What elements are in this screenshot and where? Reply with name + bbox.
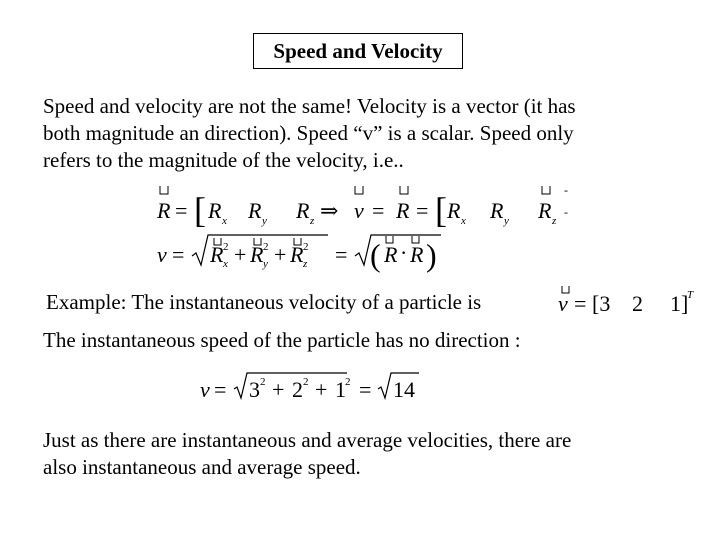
svg-text:x: x: [223, 258, 228, 270]
svg-text:v: v: [354, 198, 364, 223]
slide-title: Speed and Velocity: [253, 33, 463, 69]
velocity-vector-expression: [552, 284, 702, 320]
svg-text:z: z: [552, 215, 557, 227]
svg-text:[: [: [435, 190, 447, 230]
svg-text:T: T: [687, 289, 694, 301]
closing-paragraph: [43, 427, 693, 481]
svg-text:R: R: [447, 198, 461, 223]
closing-line-2: also instantaneous and average speed.: [43, 455, 361, 479]
svg-text:=: =: [372, 198, 385, 223]
svg-text:2: 2: [260, 376, 266, 388]
svg-text:): ): [426, 237, 437, 273]
svg-text:=: =: [359, 377, 372, 402]
svg-text:y: y: [263, 258, 268, 270]
svg-text:R: R: [538, 198, 552, 223]
svg-text:1: 1: [335, 377, 346, 402]
svg-text:[: [: [194, 190, 206, 230]
speed-no-direction-line: The instantaneous speed of the particle has no direction :: [43, 328, 521, 352]
svg-text:2: 2: [303, 241, 309, 253]
svg-text:=: =: [175, 198, 188, 223]
svg-text:z: z: [310, 215, 315, 227]
svg-text:R: R: [290, 242, 304, 267]
svg-text:2: 2: [292, 377, 303, 402]
magnitude-equation: [150, 230, 450, 276]
svg-text:2: 2: [345, 376, 351, 388]
svg-text:R: R: [248, 198, 262, 223]
intro-line-3: refers to the magnitude of the velocity, i.e..: [43, 148, 404, 172]
svg-text:+: +: [272, 377, 285, 402]
svg-text:2: 2: [223, 241, 229, 253]
speed-calculation-equation: [196, 368, 436, 408]
svg-text:R: R: [157, 198, 171, 223]
svg-text:=: =: [416, 198, 429, 223]
svg-text:-: -: [564, 183, 568, 197]
svg-text:R: R: [490, 198, 504, 223]
svg-text:R: R: [296, 198, 310, 223]
svg-text:=: =: [172, 242, 185, 267]
vector-definition-equation: [150, 180, 580, 232]
svg-text:(: (: [370, 237, 381, 273]
svg-text:=: =: [574, 291, 587, 316]
svg-text:v: v: [558, 291, 568, 316]
svg-text:x: x: [222, 215, 227, 227]
example-line: Example: The instantaneous velocity of a particle is: [46, 290, 482, 314]
svg-text:3: 3: [249, 377, 260, 402]
svg-text:⇒: ⇒: [320, 198, 339, 223]
svg-text:+: +: [274, 242, 287, 267]
svg-text:R: R: [210, 242, 224, 267]
svg-text:y: y: [262, 215, 267, 227]
svg-text:R: R: [208, 198, 222, 223]
svg-text:z: z: [303, 258, 308, 270]
svg-text:-: -: [564, 205, 568, 219]
svg-text:1]: 1]: [670, 291, 689, 316]
closing-line-1: Just as there are instantaneous and average velocities, there are: [43, 428, 572, 452]
svg-text:v: v: [200, 377, 210, 402]
svg-text:x: x: [461, 215, 466, 227]
svg-text:[3: [3: [592, 291, 611, 316]
intro-line-2: both magnitude an direction). Speed “v” is a scalar. Speed only: [43, 121, 574, 145]
svg-text:=: =: [335, 242, 348, 267]
svg-text:2: 2: [263, 241, 269, 253]
svg-text:v: v: [157, 242, 167, 267]
svg-text:14: 14: [393, 377, 415, 402]
svg-text:+: +: [234, 242, 247, 267]
svg-text:·: ·: [400, 240, 408, 265]
intro-paragraph: [43, 93, 693, 174]
svg-text:+: +: [315, 377, 328, 402]
svg-text:R: R: [384, 242, 398, 267]
svg-text:y: y: [504, 215, 509, 227]
intro-line-1: Speed and velocity are not the same! Velocity is a vector (it has: [43, 94, 576, 118]
svg-text:=: =: [214, 377, 227, 402]
svg-text:R: R: [250, 242, 264, 267]
svg-text:2: 2: [632, 291, 643, 316]
svg-text:R: R: [410, 242, 424, 267]
svg-text:2: 2: [303, 376, 309, 388]
svg-text:R: R: [396, 198, 410, 223]
